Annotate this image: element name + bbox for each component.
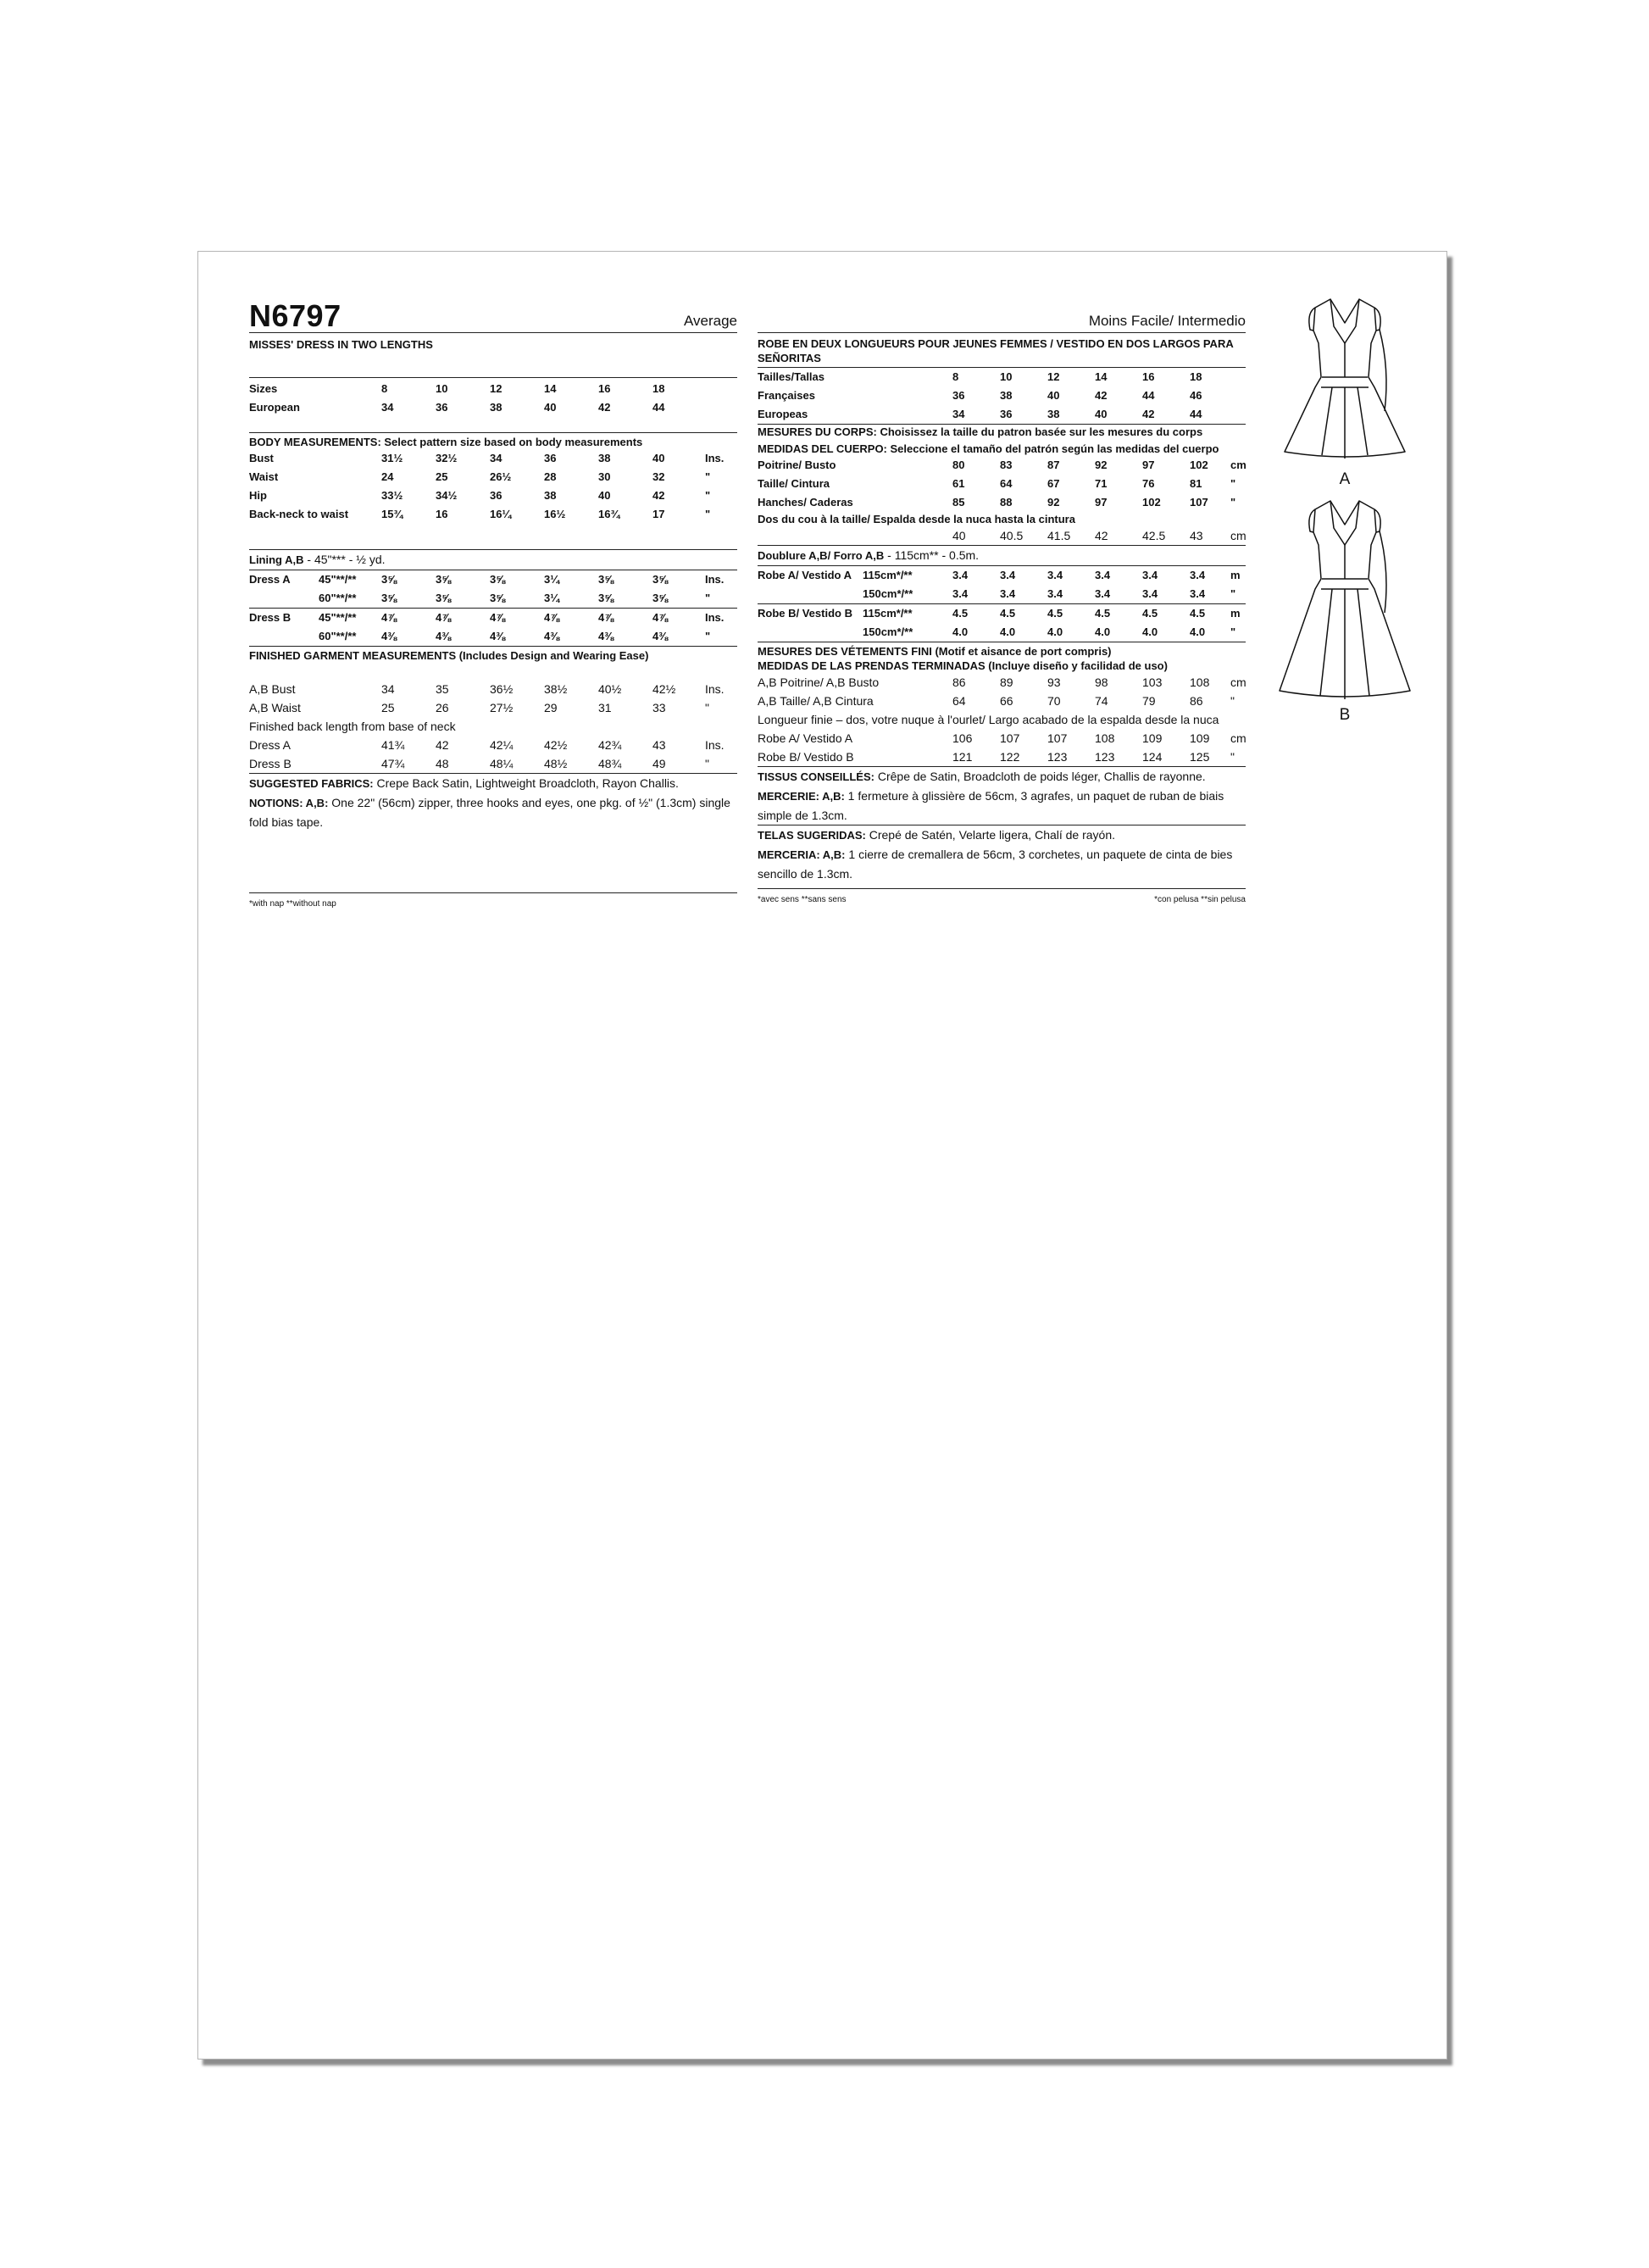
size-value: 29 xyxy=(544,701,558,714)
dress-a-illustration xyxy=(1256,292,1434,470)
size-value: 8 xyxy=(952,370,959,383)
size-value: 42½ xyxy=(544,738,568,752)
size-value: 36 xyxy=(952,389,965,402)
size-value: 40 xyxy=(544,401,557,414)
size-value: 48 xyxy=(436,757,449,770)
row-label: Poitrine/ Busto xyxy=(758,459,836,471)
size-value: 123 xyxy=(1095,750,1115,764)
size-value: 30 xyxy=(598,470,611,483)
size-value: 14 xyxy=(544,382,557,395)
size-value: 76 xyxy=(1142,477,1155,490)
fabric-width: 115cm*/** xyxy=(863,569,913,581)
size-value: 16½ xyxy=(544,508,566,520)
fabric-width: 115cm*/** xyxy=(863,607,913,620)
size-value: 3.4 xyxy=(1047,569,1063,581)
row-label: Robe A/ Vestido A xyxy=(758,569,852,581)
size-value: 3¼ xyxy=(544,573,560,586)
back-neck-label-fr-es: Dos du cou à la taille/ Espalda desde la nuca hasta la cintura xyxy=(758,513,1075,525)
size-value: 42¼ xyxy=(490,738,514,752)
size-value: 34½ xyxy=(436,489,458,502)
unit-label: Ins. xyxy=(705,452,725,464)
size-value: 48½ xyxy=(544,757,568,770)
size-value: 17 xyxy=(652,508,665,520)
garment-title-fr-es: ROBE EN DEUX LONGUEURS POUR JEUNES FEMMES / VESTIDO EN DOS LARGOS PARA SEÑORITAS xyxy=(758,337,1234,364)
size-value: 38 xyxy=(598,452,611,464)
size-value: 108 xyxy=(1095,731,1115,745)
size-value: 108 xyxy=(1190,675,1210,689)
unit-label: " xyxy=(705,470,711,483)
fabric-width: 150cm*/** xyxy=(863,587,913,600)
unit-label: " xyxy=(705,592,711,604)
size-value: 26½ xyxy=(490,470,512,483)
size-value: 3⅝ xyxy=(381,592,397,604)
body-measurement-row-fr-es xyxy=(758,493,1246,512)
size-value: 18 xyxy=(1190,370,1202,383)
size-value: 18 xyxy=(652,382,665,395)
size-value: 38 xyxy=(490,401,502,414)
size-value: 4.0 xyxy=(1095,625,1111,638)
size-value: 35 xyxy=(436,682,449,696)
row-label: Robe B/ Vestido B xyxy=(758,607,852,620)
pattern-number: N6797 xyxy=(249,298,341,333)
unit-label: " xyxy=(705,489,711,502)
size-value: 42 xyxy=(598,401,611,414)
size-value: 12 xyxy=(490,382,502,395)
body-measurement-row-fr-es xyxy=(758,456,1246,475)
size-value: 4.0 xyxy=(952,625,969,638)
row-label: Sizes xyxy=(249,382,278,395)
size-value: 4⅞ xyxy=(381,611,397,624)
size-value: 85 xyxy=(952,496,965,509)
size-value: 103 xyxy=(1142,675,1163,689)
french-sizes-row xyxy=(758,386,1246,405)
row-label: A,B Poitrine/ A,B Busto xyxy=(758,675,880,689)
size-value: 66 xyxy=(1000,694,1013,708)
size-value: 44 xyxy=(1190,408,1202,420)
size-value: 38½ xyxy=(544,682,568,696)
size-value: 4.5 xyxy=(952,607,969,620)
size-value: 15¾ xyxy=(381,508,403,520)
size-value: 4.0 xyxy=(1190,625,1206,638)
yardage-row-fr-es xyxy=(758,623,1246,642)
size-value: 107 xyxy=(1047,731,1068,745)
finished-measurement-row xyxy=(249,680,737,698)
size-value: 107 xyxy=(1190,496,1208,509)
size-value: 16¼ xyxy=(490,508,512,520)
row-label: Dress A xyxy=(249,573,291,586)
size-value: 31½ xyxy=(381,452,403,464)
size-value: 34 xyxy=(381,682,395,696)
size-value: 121 xyxy=(952,750,973,764)
size-value: 4⅜ xyxy=(381,630,397,642)
fabric-width: 60"**/** xyxy=(319,630,357,642)
size-value: 74 xyxy=(1095,694,1108,708)
body-measurements-heading-fr: MESURES DU CORPS: Choisissez la taille du patron basée sur les mesures du corps xyxy=(758,425,1203,438)
view-illustrations xyxy=(1256,292,1434,725)
view-a-label: A xyxy=(1339,470,1351,488)
size-value: 40 xyxy=(952,529,966,542)
size-value: 34 xyxy=(952,408,965,420)
back-neck-row-fr-es xyxy=(758,526,1246,545)
size-value: 98 xyxy=(1095,675,1108,689)
size-value: 3⅝ xyxy=(598,573,614,586)
size-value: 42 xyxy=(1095,389,1108,402)
size-value: 106 xyxy=(952,731,973,745)
fabric-width: 150cm*/** xyxy=(863,625,913,638)
size-value: 3⅝ xyxy=(381,573,397,586)
size-value: 4⅜ xyxy=(436,630,452,642)
size-value: 36½ xyxy=(490,682,514,696)
size-value: 36 xyxy=(1000,408,1013,420)
size-value: 43 xyxy=(652,738,666,752)
size-value: 16 xyxy=(1142,370,1155,383)
size-value: 3.4 xyxy=(1190,587,1206,600)
row-label: Tailles/Tallas xyxy=(758,370,825,383)
yardage-row xyxy=(249,627,737,646)
size-value: 3⅝ xyxy=(436,592,452,604)
size-value: 70 xyxy=(1047,694,1061,708)
size-value: 4.0 xyxy=(1142,625,1158,638)
size-value: 4.0 xyxy=(1047,625,1063,638)
size-value: 3⅝ xyxy=(490,592,506,604)
size-value: 4⅜ xyxy=(652,630,669,642)
size-value: 3⅝ xyxy=(652,573,669,586)
size-value: 10 xyxy=(1000,370,1013,383)
lining-line-fr-es: Doublure A,B/ Forro A,B - 115cm** - 0.5m. xyxy=(758,548,980,562)
unit-label: cm xyxy=(1230,459,1246,471)
size-value: 10 xyxy=(436,382,448,395)
size-value: 4.5 xyxy=(1095,607,1111,620)
size-value: 3.4 xyxy=(1190,569,1206,581)
spanish-sizes-row xyxy=(758,405,1246,424)
difficulty-label-fr-es: Moins Facile/ Intermedio xyxy=(1088,313,1246,329)
european-sizes-row xyxy=(249,398,737,417)
size-value: 33½ xyxy=(381,489,403,502)
size-value: 40 xyxy=(598,489,611,502)
size-value: 87 xyxy=(1047,459,1060,471)
pattern-envelope-back xyxy=(197,251,1447,2060)
finished-measurement-row-fr-es xyxy=(758,692,1246,710)
size-value: 81 xyxy=(1190,477,1202,490)
size-value: 33 xyxy=(652,701,666,714)
fabric-width: 60"**/** xyxy=(319,592,357,604)
body-measurement-row xyxy=(249,449,737,468)
size-value: 109 xyxy=(1190,731,1210,745)
size-value: 38 xyxy=(544,489,557,502)
size-value: 79 xyxy=(1142,694,1156,708)
suggested-fabrics: SUGGESTED FABRICS: Crepe Back Satin, Lightweight Broadcloth, Rayon Challis. xyxy=(249,776,679,790)
size-value: 93 xyxy=(1047,675,1061,689)
size-value: 83 xyxy=(1000,459,1013,471)
mercerie: MERCERIE: A,B: 1 fermeture à glissière de 56cm, 3 agrafes, un paquet de ruban de biais simple de 1.3cm. xyxy=(758,789,1224,822)
size-value: 67 xyxy=(1047,477,1060,490)
yardage-row xyxy=(249,609,737,627)
size-value: 4.0 xyxy=(1000,625,1016,638)
body-measurement-row xyxy=(249,486,737,505)
row-label: Robe A/ Vestido A xyxy=(758,731,853,745)
footnote-english: *with nap **without nap xyxy=(249,899,336,909)
french-spanish-column xyxy=(758,298,1246,906)
size-value: 3.4 xyxy=(1000,569,1016,581)
size-value: 3.4 xyxy=(1095,587,1111,600)
row-label: A,B Waist xyxy=(249,701,301,714)
body-measurement-row-fr-es xyxy=(758,475,1246,493)
garment-title: MISSES' DRESS IN TWO LENGTHS xyxy=(249,338,433,351)
unit-label: " xyxy=(1230,694,1235,708)
size-value: 4.5 xyxy=(1047,607,1063,620)
size-value: 4⅜ xyxy=(544,630,560,642)
row-label: Dress A xyxy=(249,738,291,752)
body-measurements-heading-es: MEDIDAS DEL CUERPO: Seleccione el tamaño del patrón según las medidas del cuerpo xyxy=(758,442,1219,455)
size-value: 26 xyxy=(436,701,449,714)
row-label: Dress B xyxy=(249,611,291,624)
back-length-label-fr-es: Longueur finie – dos, votre nuque à l'ourlet/ Largo acabado de la espalda desde la nuca xyxy=(758,713,1219,726)
fabric-width: 45"**/** xyxy=(319,573,357,586)
size-value: 43 xyxy=(1190,529,1203,542)
size-value: 41¾ xyxy=(381,738,405,752)
row-label: European xyxy=(249,401,300,414)
size-value: 36 xyxy=(436,401,448,414)
body-measurements-heading: BODY MEASUREMENTS: Select pattern size based on body measurements xyxy=(249,436,643,448)
size-value: 4.5 xyxy=(1142,607,1158,620)
size-value: 42¾ xyxy=(598,738,622,752)
telas-sugeridas: TELAS SUGERIDAS: Crepé de Satén, Velarte ligera, Chalí de rayón. xyxy=(758,828,1116,842)
unit-label: cm xyxy=(1230,731,1246,745)
size-value: 25 xyxy=(436,470,448,483)
size-value: 40 xyxy=(1047,389,1060,402)
size-value: 3.4 xyxy=(1095,569,1111,581)
size-value: 47¾ xyxy=(381,757,405,770)
row-label: A,B Taille/ A,B Cintura xyxy=(758,694,874,708)
english-header xyxy=(249,298,737,333)
size-value: 3.4 xyxy=(1142,569,1158,581)
back-length-label: Finished back length from base of neck xyxy=(249,720,456,733)
row-label: Europeas xyxy=(758,408,808,420)
size-value: 3.4 xyxy=(1142,587,1158,600)
yardage-row-fr-es xyxy=(758,585,1246,603)
french-header xyxy=(758,298,1246,333)
unit-label: " xyxy=(1230,750,1235,764)
size-value: 122 xyxy=(1000,750,1020,764)
unit-label: Ins. xyxy=(705,611,725,624)
size-value: 3⅝ xyxy=(490,573,506,586)
row-label: A,B Bust xyxy=(249,682,296,696)
dress-b-illustration xyxy=(1256,494,1434,706)
size-value: 48¼ xyxy=(490,757,514,770)
yardage-row-fr-es xyxy=(758,604,1246,623)
body-measurement-row xyxy=(249,468,737,486)
size-value: 42 xyxy=(1142,408,1155,420)
size-value: 64 xyxy=(1000,477,1013,490)
size-value: 4⅞ xyxy=(598,611,614,624)
size-value: 34 xyxy=(381,401,394,414)
size-value: 32½ xyxy=(436,452,458,464)
size-value: 64 xyxy=(952,694,966,708)
size-value: 4⅞ xyxy=(652,611,669,624)
size-value: 42 xyxy=(1095,529,1108,542)
unit-label: " xyxy=(705,508,711,520)
size-value: 36 xyxy=(544,452,557,464)
size-value: 42½ xyxy=(652,682,676,696)
size-value: 4.5 xyxy=(1190,607,1206,620)
back-length-row xyxy=(249,736,737,754)
size-value: 125 xyxy=(1190,750,1210,764)
size-value: 38 xyxy=(1000,389,1013,402)
row-label: Hip xyxy=(249,489,267,502)
size-value: 16¾ xyxy=(598,508,620,520)
size-value: 4.5 xyxy=(1000,607,1016,620)
size-value: 107 xyxy=(1000,731,1020,745)
size-value: 3.4 xyxy=(952,587,969,600)
size-value: 36 xyxy=(490,489,502,502)
size-value: 3⅝ xyxy=(436,573,452,586)
back-length-row xyxy=(249,754,737,773)
size-value: 38 xyxy=(1047,408,1060,420)
unit-label: " xyxy=(705,630,711,642)
size-value: 71 xyxy=(1095,477,1108,490)
size-value: 32 xyxy=(652,470,665,483)
yardage-row xyxy=(249,570,737,589)
size-value: 88 xyxy=(1000,496,1013,509)
size-value: 40½ xyxy=(598,682,622,696)
lining-line: Lining A,B - 45"*** - ½ yd. xyxy=(249,553,386,566)
size-value: 124 xyxy=(1142,750,1163,764)
row-label: Waist xyxy=(249,470,279,483)
size-value: 89 xyxy=(1000,675,1013,689)
size-value: 3¼ xyxy=(544,592,560,604)
size-value: 28 xyxy=(544,470,557,483)
row-label: Hanches/ Caderas xyxy=(758,496,853,509)
size-value: 97 xyxy=(1095,496,1108,509)
size-value: 92 xyxy=(1047,496,1060,509)
size-value: 4⅞ xyxy=(436,611,452,624)
unit-label: Ins. xyxy=(705,682,725,696)
size-value: 31 xyxy=(598,701,612,714)
sizes-row xyxy=(249,380,737,398)
size-value: 109 xyxy=(1142,731,1163,745)
size-value: 61 xyxy=(952,477,965,490)
size-value: 12 xyxy=(1047,370,1060,383)
yardage-row xyxy=(249,589,737,608)
yardage-row-fr-es xyxy=(758,566,1246,585)
size-value: 48¾ xyxy=(598,757,622,770)
finished-measurements-heading: FINISHED GARMENT MEASUREMENTS (Includes Design and Wearing Ease) xyxy=(249,649,649,662)
difficulty-label: Average xyxy=(683,313,737,329)
size-value: 4⅜ xyxy=(598,630,614,642)
size-value: 44 xyxy=(1142,389,1155,402)
size-value: 102 xyxy=(1142,496,1161,509)
row-label: Robe B/ Vestido B xyxy=(758,750,854,764)
footnote-french: *avec sens **sans sens xyxy=(758,895,847,904)
unit-label: Ins. xyxy=(705,738,725,752)
row-label: Françaises xyxy=(758,389,815,402)
size-value: 49 xyxy=(652,757,666,770)
unit-label: m xyxy=(1230,569,1241,581)
fabric-width: 45"**/** xyxy=(319,611,357,624)
body-measurement-row xyxy=(249,505,737,524)
row-label: Back-neck to waist xyxy=(249,508,349,520)
size-value: 25 xyxy=(381,701,395,714)
footnote-spanish: *con pelusa **sin pelusa xyxy=(1154,895,1246,904)
unit-label: " xyxy=(1230,625,1236,638)
size-value: 40 xyxy=(652,452,665,464)
size-value: 27½ xyxy=(490,701,514,714)
unit-label: cm xyxy=(1230,529,1246,542)
size-value: 40 xyxy=(1095,408,1108,420)
unit-label: " xyxy=(1230,477,1236,490)
size-value: 46 xyxy=(1190,389,1202,402)
english-column xyxy=(249,298,737,910)
size-value: 42.5 xyxy=(1142,529,1166,542)
unit-label: cm xyxy=(1230,675,1246,689)
size-value: 44 xyxy=(652,401,665,414)
size-value: 42 xyxy=(652,489,665,502)
finished-measurements-heading-fr: MESURES DES VÉTEMENTS FINI (Motif et aisance de port compris) xyxy=(758,645,1112,658)
size-value: 14 xyxy=(1095,370,1108,383)
size-value: 123 xyxy=(1047,750,1068,764)
size-value: 4⅜ xyxy=(490,630,506,642)
size-value: 40.5 xyxy=(1000,529,1024,542)
unit-label: " xyxy=(705,757,709,770)
size-value: 24 xyxy=(381,470,394,483)
size-value: 42 xyxy=(436,738,449,752)
merceria: MERCERIA: A,B: 1 cierre de cremallera de 56cm, 3 corchetes, un paquete de cinta de bies sencillo de 1.3cm. xyxy=(758,848,1233,881)
size-value: 8 xyxy=(381,382,388,395)
unit-label: " xyxy=(705,701,709,714)
finished-measurement-row-fr-es xyxy=(758,673,1246,692)
unit-label: Ins. xyxy=(705,573,725,586)
size-value: 80 xyxy=(952,459,965,471)
row-label: Taille/ Cintura xyxy=(758,477,830,490)
size-value: 3⅝ xyxy=(652,592,669,604)
back-length-row-fr-es xyxy=(758,729,1246,748)
size-value: 86 xyxy=(952,675,966,689)
size-value: 3.4 xyxy=(1047,587,1063,600)
footnote-fr-es xyxy=(758,894,1246,906)
size-value: 3.4 xyxy=(1000,587,1016,600)
notions: NOTIONS: A,B: One 22" (56cm) zipper, three hooks and eyes, one pkg. of ½" (1.3cm) single fold bias tape. xyxy=(249,796,730,829)
row-label: Bust xyxy=(249,452,274,464)
size-value: 4⅞ xyxy=(490,611,506,624)
back-length-row-fr-es xyxy=(758,748,1246,766)
size-value: 86 xyxy=(1190,694,1203,708)
tissus-conseilles: TISSUS CONSEILLÉS: Crêpe de Satin, Broadcloth de poids léger, Challis de rayonne. xyxy=(758,770,1206,783)
size-value: 3⅝ xyxy=(598,592,614,604)
size-value: 4⅞ xyxy=(544,611,560,624)
sizes-row-fr-es xyxy=(758,368,1246,386)
unit-label: " xyxy=(1230,587,1236,600)
size-value: 41.5 xyxy=(1047,529,1071,542)
size-value: 3.4 xyxy=(952,569,969,581)
size-value: 34 xyxy=(490,452,502,464)
unit-label: " xyxy=(1230,496,1236,509)
size-value: 16 xyxy=(436,508,448,520)
size-value: 92 xyxy=(1095,459,1108,471)
finished-measurements-heading-es: MEDIDAS DE LAS PRENDAS TERMINADAS (Incluye diseño y facilidad de uso) xyxy=(758,659,1168,672)
size-value: 102 xyxy=(1190,459,1208,471)
size-value: 16 xyxy=(598,382,611,395)
finished-measurement-row xyxy=(249,698,737,717)
size-value: 97 xyxy=(1142,459,1155,471)
unit-label: m xyxy=(1230,607,1241,620)
view-b-label: B xyxy=(1339,706,1351,724)
row-label: Dress B xyxy=(249,757,291,770)
